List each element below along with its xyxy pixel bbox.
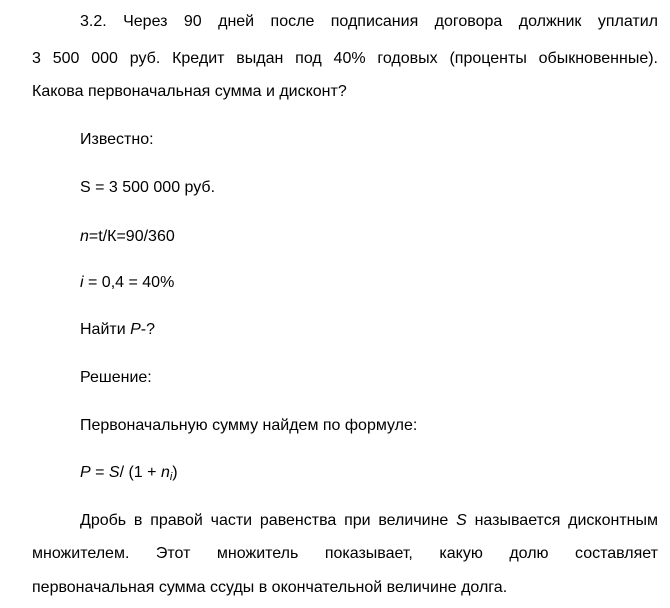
given-i-line (80, 273, 174, 293)
solution-intro: Первоначальную сумму найдем по формуле: (80, 417, 418, 434)
formula-sub: i (169, 471, 173, 483)
paragraph-line-1b: называется дисконтным (466, 512, 659, 529)
find-prefix: Найти (80, 321, 131, 338)
paragraph-line-2: множителем. Этот множитель показывает, какую долю составляет (32, 545, 658, 562)
formula-mid: / (1 + (119, 464, 161, 481)
paragraph-line-1 (80, 511, 658, 531)
given-n-line (80, 227, 175, 247)
given-heading: Известно: (80, 131, 154, 148)
given-s-value: S = 3 500 000 руб. (80, 179, 216, 196)
formula-n: n (160, 464, 170, 481)
formula-eq: = (90, 464, 109, 481)
formula-line (80, 463, 178, 487)
formula-s: S (108, 464, 120, 481)
problem-line-2: 3 500 000 руб. Кредит выдан под 40% годовых (проценты обыкновенные). (32, 50, 658, 67)
find-variable: P (130, 321, 141, 338)
n-expression: =t/К=90/360 (88, 228, 175, 245)
find-suffix: -? (140, 321, 156, 338)
find-line (80, 320, 155, 340)
n-variable: n (80, 228, 89, 245)
i-expression: = 0,4 = 40% (83, 274, 175, 291)
formula-p: P (80, 464, 91, 481)
paragraph-line-1a: Дробь в правой части равенства при величине (80, 512, 457, 529)
formula-end: ) (172, 464, 178, 481)
solution-heading: Решение: (80, 369, 152, 386)
i-variable: i (80, 274, 84, 291)
paragraph-line-3: первоначальная сумма ссуды в окончательной величине долга. (32, 579, 508, 596)
paragraph-s: S (456, 512, 467, 529)
problem-line-3: Какова первоначальная сумма и дисконт? (32, 83, 347, 100)
problem-line-1: 3.2. Через 90 дней после подписания договора должник уплатил (80, 13, 658, 30)
